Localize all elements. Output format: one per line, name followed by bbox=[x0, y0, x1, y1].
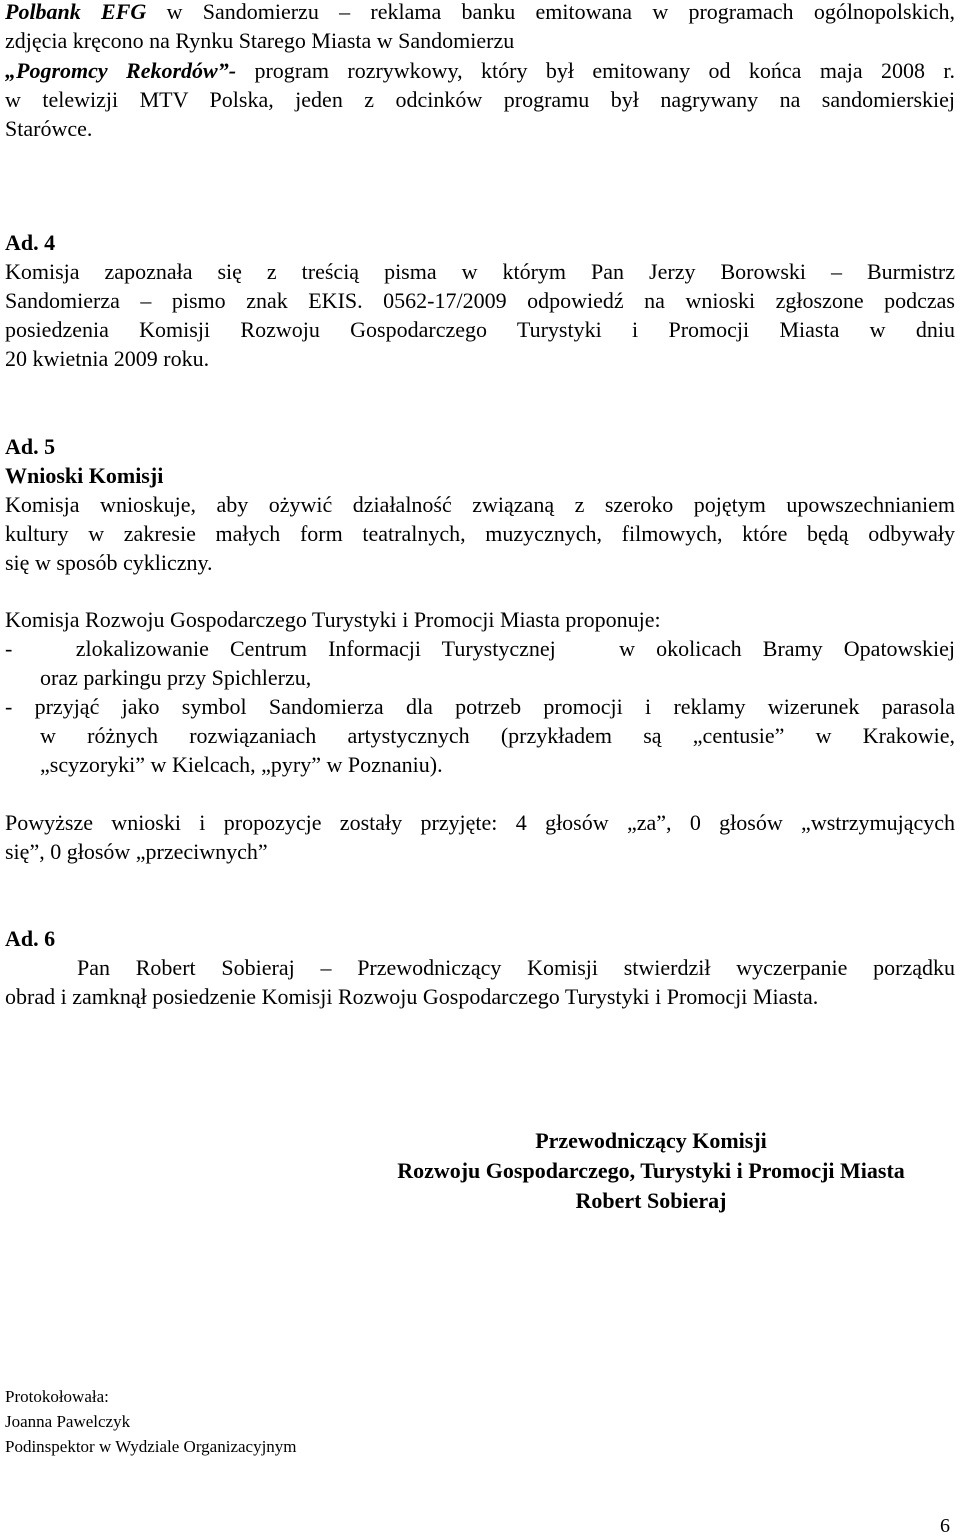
polbank-title: Polbank EFG bbox=[5, 0, 147, 24]
ad4-line-2: Sandomierza – pismo znak EKIS. 0562-17/2009 odpowiedź na wnioski zgłoszone podczas bbox=[5, 288, 955, 313]
polbank-line-2: zdjęcia kręcono na Rynku Starego Miasta w Sandomierzu bbox=[5, 28, 515, 53]
ad5-heading: Ad. 5 bbox=[5, 434, 56, 459]
signature-line-3: Robert Sobieraj bbox=[575, 1188, 727, 1213]
protocol-role: Podinspektor w Wydziale Organizacyjnym bbox=[5, 1437, 297, 1456]
proposal-item-1-line-1: - zlokalizowanie Centrum Informacji Turystycznej w okolicach Bramy Opatowskiej bbox=[5, 636, 955, 661]
proposal-item-2-line-1: - przyjąć jako symbol Sandomierza dla potrzeb promocji i reklamy wizerunek parasola bbox=[5, 694, 955, 719]
polbank-paragraph bbox=[5, 0, 955, 55]
ad5-proposals-intro: Komisja Rozwoju Gospodarczego Turystyki i Promocji Miasta proponuje: bbox=[5, 607, 661, 632]
ad6-line-1: Pan Robert Sobieraj – Przewodniczący Komisji stwierdził wyczerpanie porządku bbox=[77, 955, 955, 980]
ad4-line-1: Komisja zapoznała się z treścią pisma w którym Pan Jerzy Borowski – Burmistrz bbox=[5, 259, 955, 284]
ad4-section bbox=[5, 228, 955, 373]
signature-line-2: Rozwoju Gospodarczego, Turystyki i Promocji Miasta bbox=[397, 1158, 905, 1183]
ad5-proposals bbox=[5, 605, 955, 779]
ad4-heading: Ad. 4 bbox=[5, 230, 56, 255]
page-number: 6 bbox=[940, 1515, 950, 1537]
proposal-item-1-line-2: oraz parkingu przy Spichlerzu, bbox=[40, 665, 312, 690]
protocol-label: Protokołowała: bbox=[5, 1387, 109, 1406]
vote-line-2: się”, 0 głosów „przeciwnych” bbox=[5, 839, 268, 864]
proposal-item-2-line-2: w różnych rozwiązaniach artystycznych (przykładem są „centusie” w Krakowie, bbox=[40, 723, 955, 748]
pogromcy-line-1: „Pogromcy Rekordów”- program rozrywkowy, który był emitowany od końca maja 2008 r. bbox=[5, 58, 955, 83]
ad4-line-3: posiedzenia Komisji Rozwoju Gospodarczego Turystyki i Promocji Miasta w dniu bbox=[5, 317, 955, 342]
ad6-heading: Ad. 6 bbox=[5, 926, 56, 951]
pogromcy-title: „Pogromcy Rekordów”- bbox=[5, 58, 237, 83]
ad6-line-2: obrad i zamknął posiedzenie Komisji Rozwoju Gospodarczego Turystyki i Promocji Miasta. bbox=[5, 984, 819, 1009]
proposal-item-2-line-3: „scyzoryki” w Kielcach, „pyry” w Poznaniu). bbox=[40, 752, 443, 777]
chair-signature-block bbox=[355, 1126, 947, 1216]
pogromcy-paragraph bbox=[5, 56, 955, 143]
ad5-p1-line-3: się w sposób cykliczny. bbox=[5, 550, 213, 575]
protocol-name: Joanna Pawelczyk bbox=[5, 1412, 131, 1431]
polbank-line-1: Polbank EFG w Sandomierzu – reklama banku emitowana w programach ogólnopolskich, bbox=[5, 0, 955, 24]
ad6-section bbox=[5, 924, 955, 1011]
ad5-subheading: Wnioski Komisji bbox=[5, 463, 164, 488]
ad5-p1-line-1: Komisja wnioskuje, aby ożywić działalność związaną z szeroko pojętym upowszechnianiem bbox=[5, 492, 955, 517]
ad4-line-4: 20 kwietnia 2009 roku. bbox=[5, 346, 210, 371]
ad5-p1-line-2: kultury w zakresie małych form teatralnych, muzycznych, filmowych, które będą odbywały bbox=[5, 521, 955, 546]
protocol-block bbox=[5, 1384, 955, 1459]
vote-paragraph bbox=[5, 808, 955, 866]
vote-line-1: Powyższe wnioski i propozycje zostały przyjęte: 4 głosów „za”, 0 głosów „wstrzymujących bbox=[5, 810, 955, 835]
ad5-section bbox=[5, 432, 955, 577]
pogromcy-line-3: Starówce. bbox=[5, 116, 93, 141]
pogromcy-line-2: w telewizji MTV Polska, jeden z odcinków programu był nagrywany na sandomierskiej bbox=[5, 87, 955, 112]
signature-line-1: Przewodniczący Komisji bbox=[535, 1128, 767, 1153]
